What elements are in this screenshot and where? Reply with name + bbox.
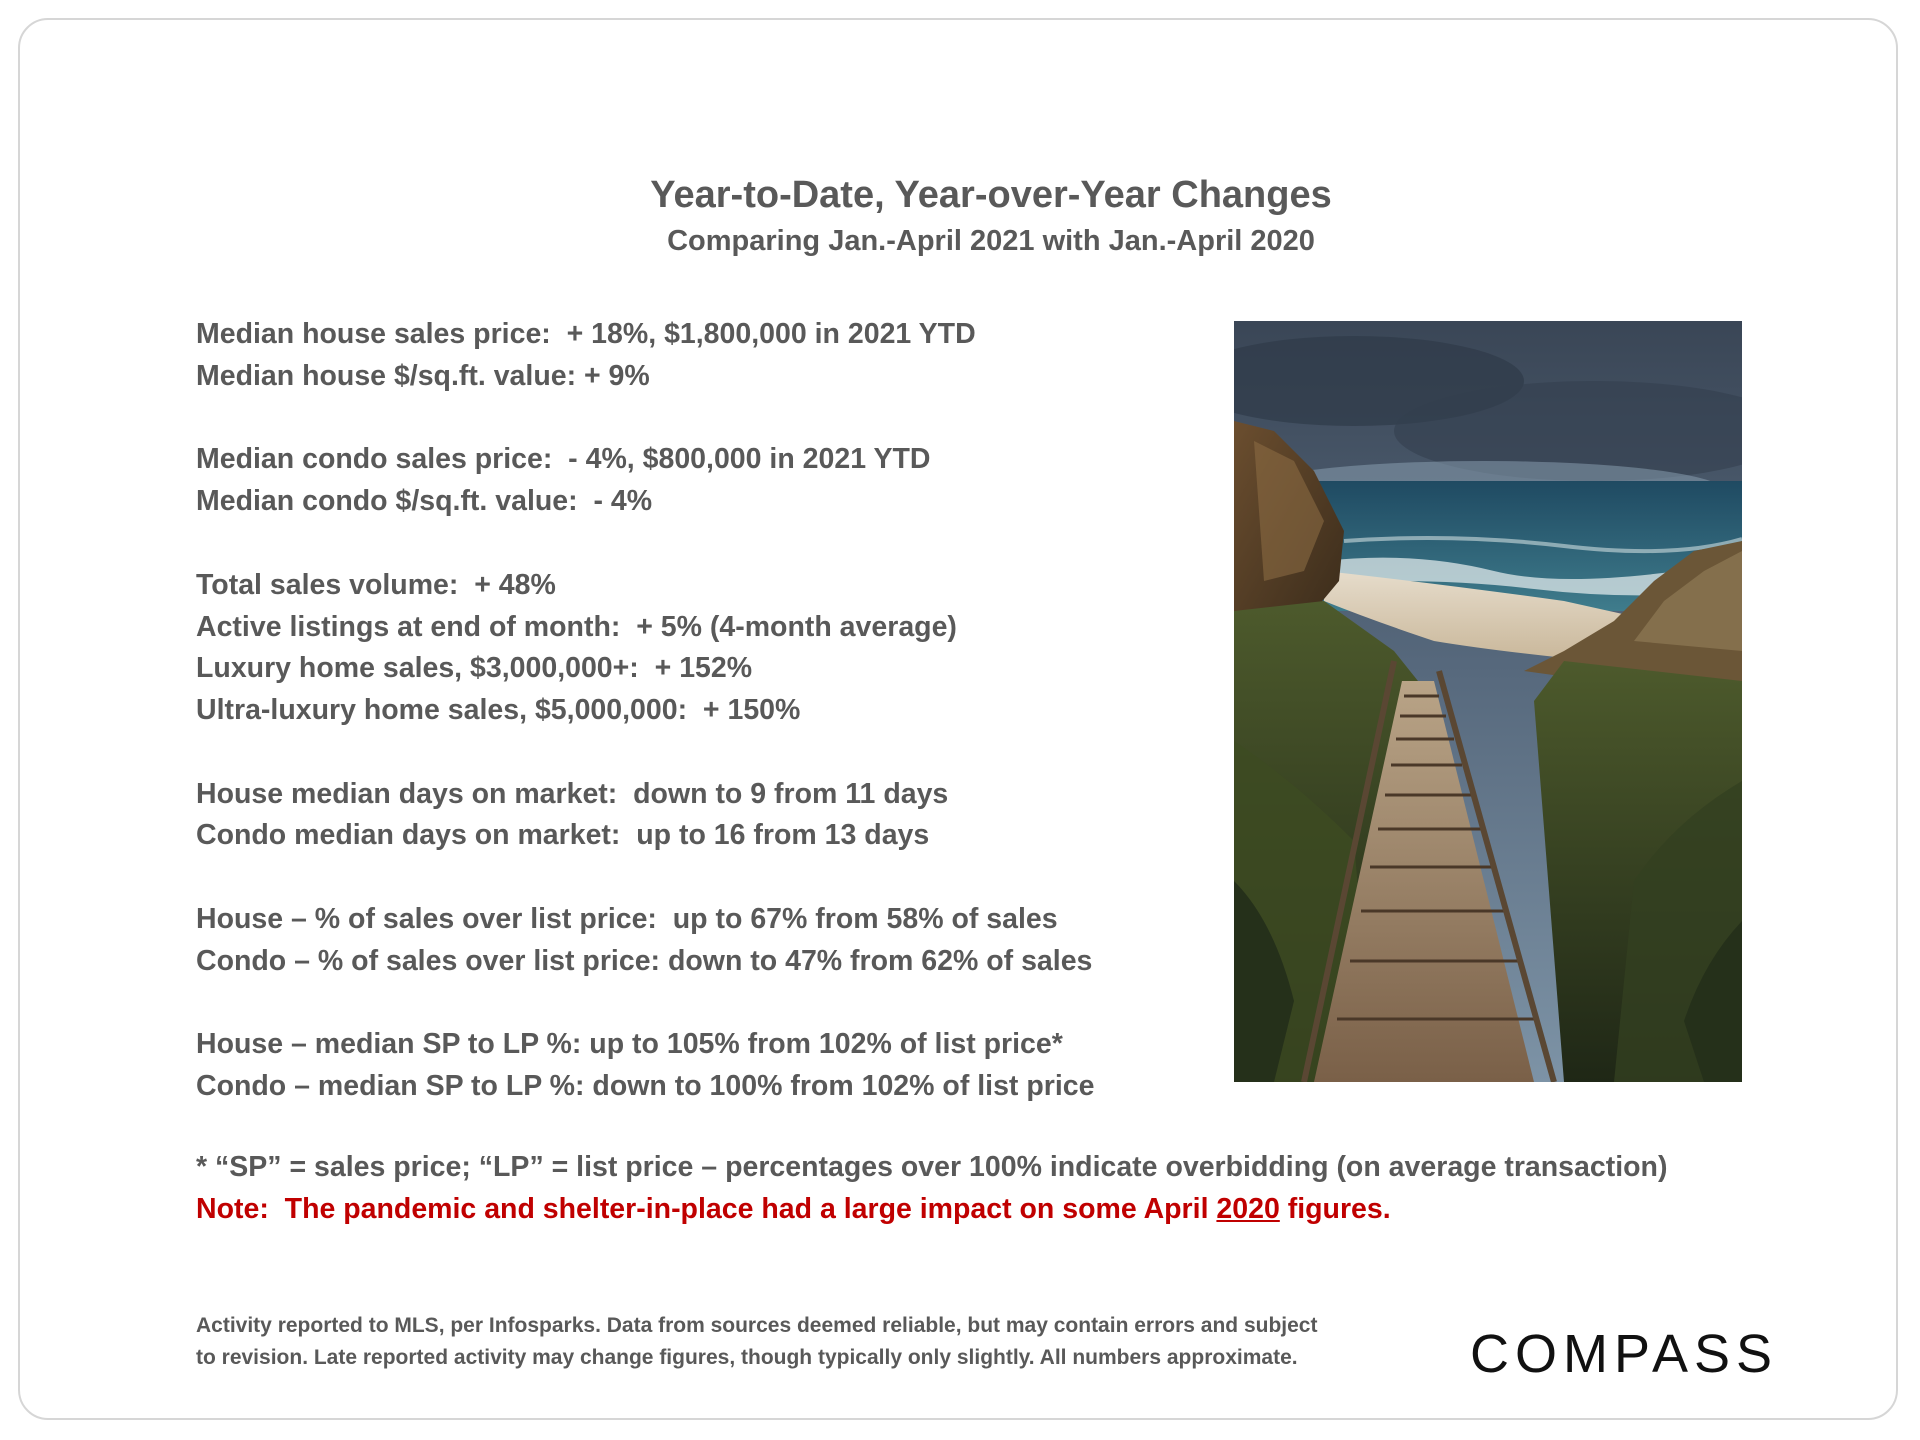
stat-luxury-sales: Luxury home sales, $3,000,000+: + 152%	[196, 652, 753, 685]
stat-condo-price: Median condo sales price: - 4%, $800,000 in 2021 YTD	[196, 443, 931, 476]
stats-list	[196, 314, 1196, 1150]
coastal-stairway-photo	[1234, 321, 1742, 1082]
stat-active-listings: Active listings at end of month: + 5% (4-month average)	[196, 610, 957, 643]
volume-group	[196, 565, 1196, 732]
over-list-group	[196, 899, 1196, 982]
stat-ultra-luxury-sales: Ultra-luxury home sales, $5,000,000: + 150%	[196, 693, 801, 726]
note-underlined-year: 2020	[1216, 1193, 1280, 1225]
house-price-group	[196, 314, 1196, 397]
note-prefix: Note: The pandemic and shelter-in-place had a large impact on some April	[196, 1193, 1217, 1225]
stat-condo-sp-lp: Condo – median SP to LP %: down to 100% from 102% of list price	[196, 1070, 1095, 1103]
stat-house-sqft: Median house $/sq.ft. value: + 9%	[196, 359, 650, 392]
stat-condo-dom: Condo median days on market: up to 16 from 13 days	[196, 819, 930, 852]
stat-house-over-list: House – % of sales over list price: up to 67% from 58% of sales	[196, 903, 1058, 936]
disclaimer-line-1: Activity reported to MLS, per Infosparks. Data from sources deemed reliable, but may contain errors and subject	[196, 1314, 1318, 1337]
stat-house-dom: House median days on market: down to 9 from 11 days	[196, 777, 949, 810]
disclaimer-line-2: to revision. Late reported activity may change figures, though typically only slightly. All numbers approximate.	[196, 1346, 1298, 1369]
stat-condo-over-list: Condo – % of sales over list price: down to 47% from 62% of sales	[196, 944, 1093, 977]
note-suffix: figures.	[1279, 1193, 1391, 1225]
stat-sales-volume: Total sales volume: + 48%	[196, 568, 556, 601]
days-on-market-group	[196, 774, 1196, 857]
compass-logo	[1470, 1322, 1820, 1382]
sp-lp-group	[196, 1024, 1196, 1107]
stat-house-sp-lp: House – median SP to LP %: up to 105% from 102% of list price*	[196, 1028, 1063, 1061]
footnote: * “SP” = sales price; “LP” = list price – percentages over 100% indicate overbidding (on average transaction)	[196, 1151, 1668, 1183]
condo-price-group	[196, 439, 1196, 522]
page-title: Year-to-Date, Year-over-Year Changes	[650, 174, 1332, 216]
pandemic-note	[196, 1188, 1391, 1230]
page-subtitle: Comparing Jan.-April 2021 with Jan.-April 2020	[667, 225, 1315, 257]
stat-condo-sqft: Median condo $/sq.ft. value: - 4%	[196, 485, 653, 518]
compass-logo-text: COMPASS	[1470, 1324, 1779, 1382]
disclaimer	[196, 1310, 1496, 1374]
stat-house-price: Median house sales price: + 18%, $1,800,000 in 2021 YTD	[196, 318, 976, 350]
